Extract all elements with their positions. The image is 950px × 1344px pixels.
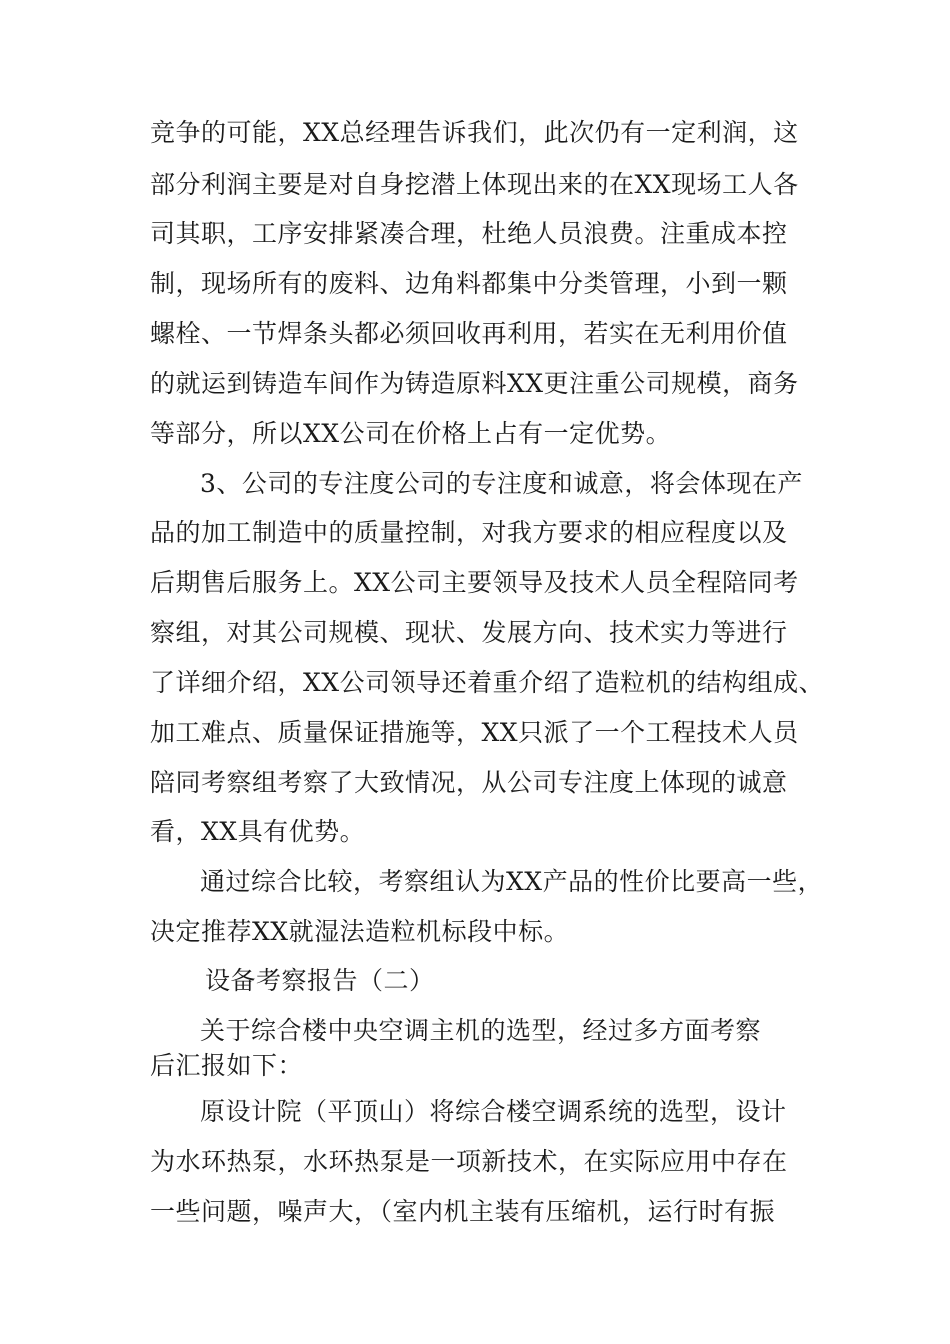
text-line: 竞争的可能，XX总经理告诉我们，此次仍有一定利润，这 (150, 118, 799, 147)
text-line: 为水环热泵，水环热泵是一项新技术，在实际应用中存在 (150, 1147, 788, 1176)
text-line: 司其职，工序安排紧凑合理，杜绝人员浪费。注重成本控 (150, 219, 788, 248)
text-line: 部分利润主要是对自身挖潜上体现出来的在XX现场工人各 (150, 170, 799, 199)
text-line: 看，XX具有优势。 (150, 817, 366, 846)
text-line: 等部分，所以XX公司在价格上占有一定优势。 (150, 419, 672, 448)
text-line: 一些问题，噪声大，（室内机主装有压缩机，运行时有振 (150, 1197, 776, 1226)
text-line: 后期售后服务上。XX公司主要领导及技术人员全程陪同考 (150, 568, 799, 597)
text-line: 的就运到铸造车间作为铸造原料XX更注重公司规模，商务 (150, 369, 799, 398)
text-line: 决定推荐XX就湿法造粒机标段中标。 (150, 917, 570, 946)
text-line: 了详细介绍，XX公司领导还着重介绍了造粒机的结构组成、 (150, 668, 825, 697)
text-line: 陪同考察组考察了大致情况，从公司专注度上体现的诚意 (150, 768, 788, 797)
paragraph-start-line: 原设计院（平顶山）将综合楼空调系统的选型，设计 (200, 1097, 787, 1126)
text-line: 加工难点、质量保证措施等，XX只派了一个工程技术人员 (150, 718, 799, 747)
text-line: 察组，对其公司规模、现状、发展方向、技术实力等进行 (150, 618, 788, 647)
section-heading: 设备考察报告（二） (205, 966, 435, 995)
paragraph-start-line: 关于综合楼中央空调主机的选型，经过多方面考察 (200, 1016, 762, 1045)
text-line: 后汇报如下： (150, 1051, 304, 1080)
paragraph-start-line: 通过综合比较，考察组认为XX产品的性价比要高一些， (200, 867, 824, 896)
paragraph-start-line: 3、公司的专注度公司的专注度和诚意，将会体现在产 (200, 469, 803, 498)
text-line: 螺栓、一节焊条头都必须回收再利用，若实在无利用价值 (150, 319, 788, 348)
text-line: 制，现场所有的废料、边角料都集中分类管理，小到一颗 (150, 269, 788, 298)
text-line: 品的加工制造中的质量控制，对我方要求的相应程度以及 (150, 518, 788, 547)
